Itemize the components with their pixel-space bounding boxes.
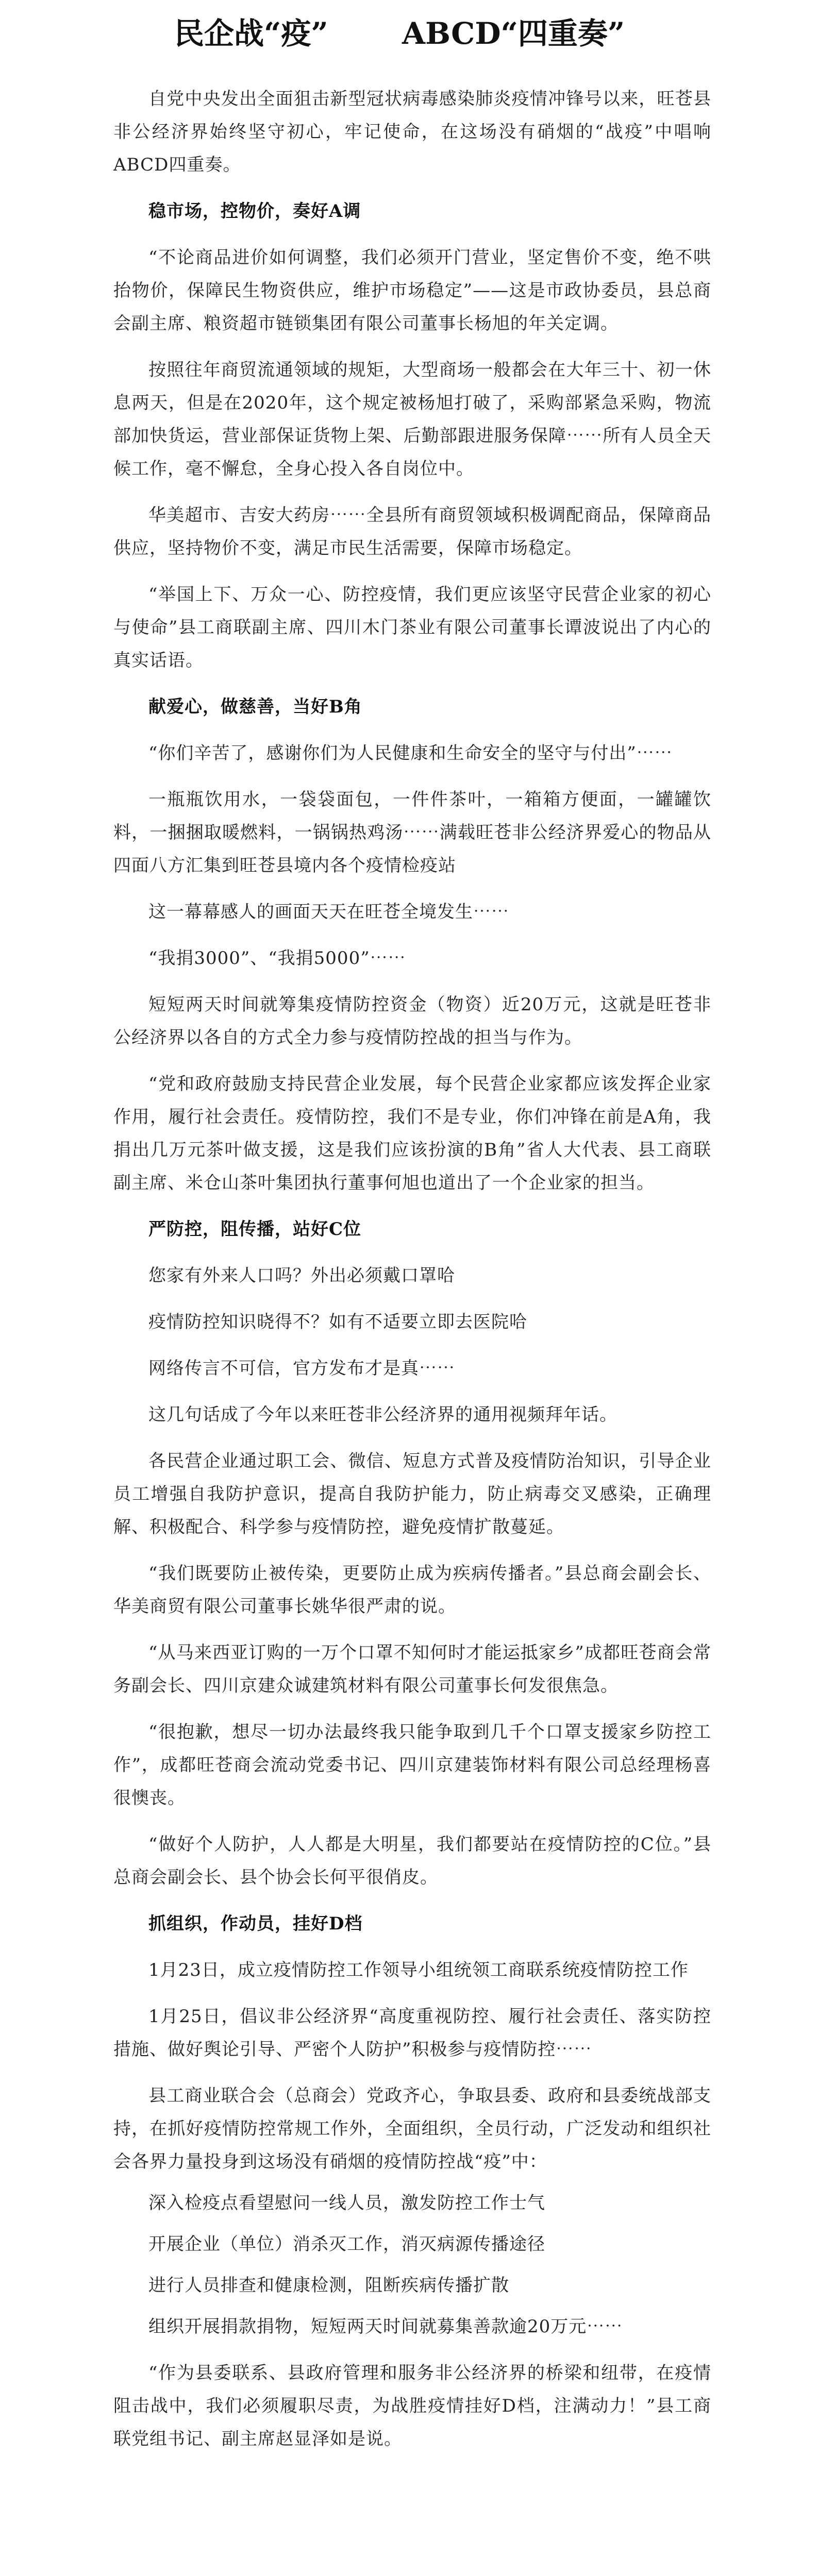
paragraph: “党和政府鼓励支持民营企业发展，每个民营企业家都应该发挥企业家作用，履行社会责任。疫情防控，我们不是专业，你们冲锋在前是A角，我捐出几万元茶叶做支援，这是我们应该扮演的B角”省人大代表、县工商联副主席、米仓山茶叶集团执行董事何旭也道出了一个企业家的担当。 — [113, 1074, 711, 1193]
paragraph: 短短两天时间就筹集疫情防控资金（物资）近20万元，这就是旺苍非公经济界以各自的方式全力参与疫情防控战的担当与作为。 — [113, 994, 711, 1048]
paragraph: 深入检疫点看望慰问一线人员，激发防控工作士气 — [148, 2193, 545, 2213]
paragraph: “你们辛苦了，感谢你们为人民健康和生命安全的坚守与付出”⋯⋯ — [148, 743, 673, 764]
paragraph: 组织开展捐款捐物，短短两天时间就募集善款逾20万元⋯⋯ — [148, 2316, 623, 2337]
section-heading: 抓组织，作动员，挂好D档 — [148, 1913, 363, 1934]
section-heading: 稳市场，控物价，奏好A调 — [148, 201, 361, 222]
paragraph: 这几句话成了今年以来旺苍非公经济界的通用视频拜年话。 — [148, 1404, 617, 1425]
paragraph: 进行人员排查和健康检测，阻断疾病传播扩散 — [148, 2275, 509, 2296]
paragraph: 自党中央发出全面狙击新型冠状病毒感染肺炎疫情冲锋号以来，旺苍县非公经济界始终坚守初心，牢记使命，在这场没有硝烟的“战疫”中唱响ABCD四重奏。 — [113, 89, 711, 175]
paragraph: 这一幕幕感人的画面天天在旺苍全境发生⋯⋯ — [148, 902, 509, 922]
paragraph: 各民营企业通过职工会、微信、短息方式普及疫情防治知识，引导企业员工增强自我防护意识，提高自我防护能力，防止病毒交叉感染，正确理解、积极配合、科学参与疫情防控，避免疫情扩散蔓延。 — [113, 1451, 711, 1537]
paragraph: 按照往年商贸流通领域的规矩，大型商场一般都会在大年三十、初一休息两天，但是在2020年，这个规定被杨旭打破了，采购部紧急采购，物流部加快货运，营业部保证货物上架、后勤部跟进服务保障⋯⋯所有人员全天候工作，毫不懈怠，全身心投入各自岗位中。 — [113, 360, 711, 479]
paragraph: 1月23日，成立疫情防控工作领导小组统领工商联系统疫情防控工作 — [148, 1960, 689, 1980]
title-part-2: ABCD“四重奏” — [402, 16, 625, 51]
paragraph: 1月25日，倡议非公经济界“高度重视防控、履行社会责任、落实防控措施、做好舆论引导、严密个人防护”积极参与疫情防控⋯⋯ — [113, 2006, 711, 2060]
paragraph: “不论商品进价如何调整，我们必须开门营业，坚定售价不变，绝不哄抬物价，保障民生物资供应，维护市场稳定”——这是市政协委员，县总商会副主席、粮资超市链锁集团有限公司董事长杨旭的年关定调。 — [113, 247, 711, 334]
section-heading: 严防控，阻传播，站好C位 — [148, 1219, 362, 1240]
paragraph: 开展企业（单位）消杀灭工作，消灭病源传播途径 — [148, 2234, 545, 2255]
paragraph: “我捐3000”、“我捐5000”⋯⋯ — [148, 948, 406, 969]
paragraph: “举国上下、万众一心、防控疫情，我们更应该坚守民营企业家的初心与使命”县工商联副主席、四川木门茶业有限公司董事长谭波说出了内心的真实话语。 — [113, 584, 711, 671]
paragraph: “从马来西亚订购的一万个口罩不知何时才能运抵家乡”成都旺苍商会常务副会长、四川京建众诚建筑材料有限公司董事长何发很焦急。 — [113, 1642, 711, 1696]
title-part-1: 民企战“疫” — [174, 16, 328, 51]
paragraph: 一瓶瓶饮用水，一袋袋面包，一件件茶叶，一箱箱方便面，一罐罐饮料，一捆捆取暖燃料，一锅锅热鸡汤⋯⋯满载旺苍非公经济界爱心的物品从四面八方汇集到旺苍县境内各个疫情检疫站 — [113, 789, 711, 876]
paragraph: 疫情防控知识晓得不？如有不适要立即去医院哈 — [148, 1312, 527, 1332]
paragraph: 您家有外来人口吗？外出必须戴口罩哈 — [148, 1265, 455, 1286]
section-heading: 献爱心，做慈善，当好B角 — [148, 697, 362, 717]
paragraph: 县工商业联合会（总商会）党政齐心，争取县委、政府和县委统战部支持，在抓好疫情防控常规工作外，全面组织，全员行动，广泛发动和组织社会各界力量投身到这场没有硝烟的疫情防控战“疫”中： — [113, 2086, 711, 2172]
paragraph: 华美超市、吉安大药房⋯⋯全县所有商贸领域积极调配商品，保障商品供应，坚持物价不变，满足市民生活需要，保障市场稳定。 — [113, 505, 711, 558]
paragraph: 网络传言不可信，官方发布才是真⋯⋯ — [148, 1358, 455, 1379]
paragraph: “做好个人防护，人人都是大明星，我们都要站在疫情防控的C位。”县总商会副会长、县个协会长何平很俏皮。 — [113, 1834, 711, 1888]
paragraph: “作为县委联系、县政府管理和服务非公经济界的桥梁和纽带，在疫情阻击战中，我们必须履职尽责，为战胜疫情挂好D档，注满动力！”县工商联党组书记、副主席赵显泽如是说。 — [113, 2363, 711, 2449]
paragraph: “很抱歉，想尽一切办法最终我只能争取到几千个口罩支援家乡防控工作”，成都旺苍商会流动党委书记、四川京建装饰材料有限公司总经理杨喜很懊丧。 — [113, 1722, 711, 1808]
paragraph: “我们既要防止被传染，更要防止成为疾病传播者。”县总商会副会长、华美商贸有限公司董事长姚华很严肃的说。 — [113, 1563, 711, 1617]
article-body — [113, 82, 711, 2469]
